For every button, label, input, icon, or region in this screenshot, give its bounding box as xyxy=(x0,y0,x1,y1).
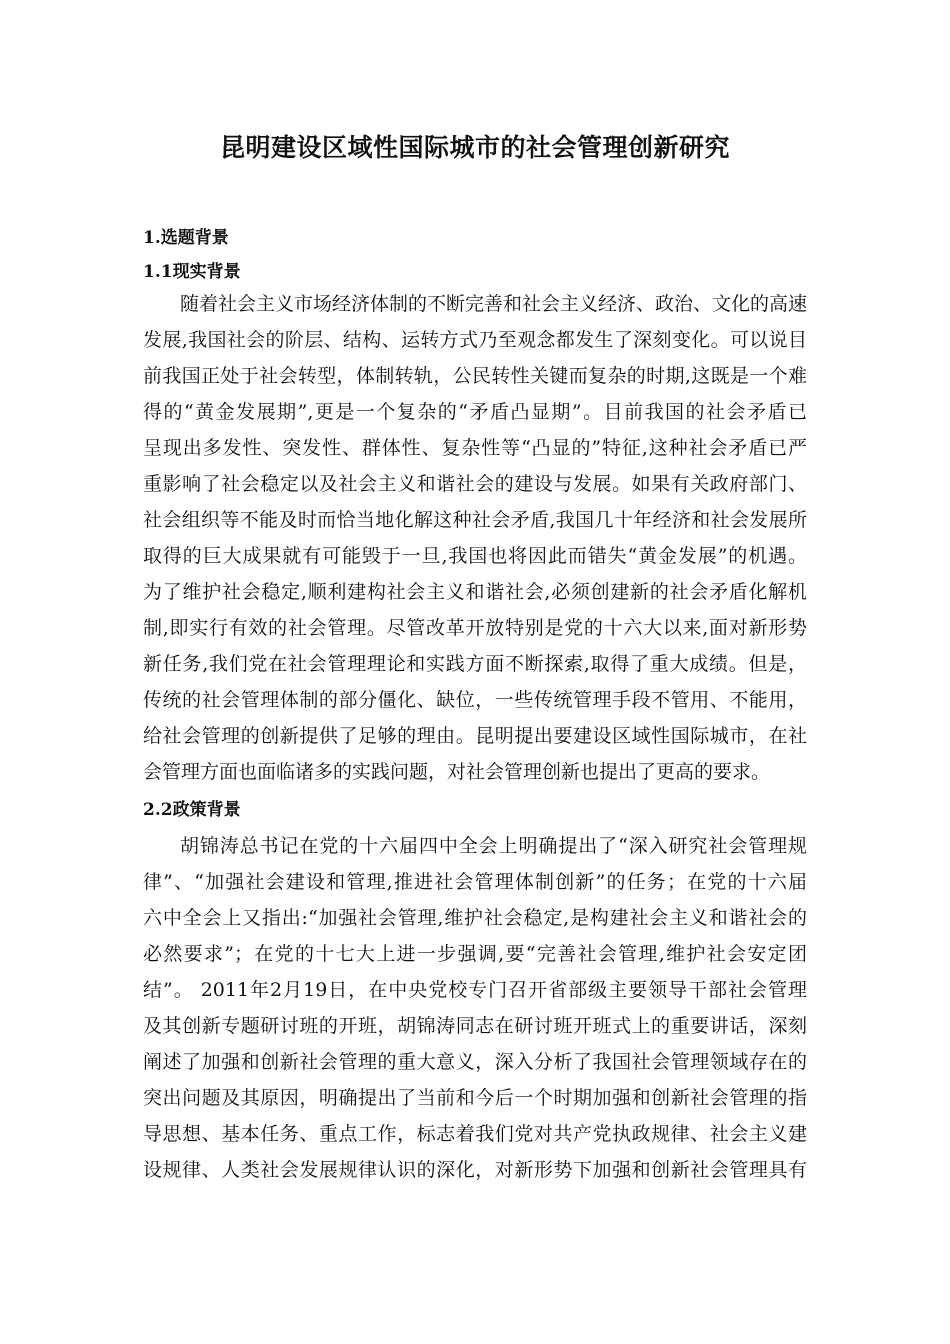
section-heading-1: 1.选题背景 xyxy=(143,228,229,248)
paragraph-line: 阐述了加强和创新社会管理的重大意义，深入分析了我国社会管理领域存在的 xyxy=(143,1051,807,1073)
paragraph-line: 呈现出多发性、突发性、群体性、复杂性等“凸显的”特征,这种社会矛盾已严 xyxy=(143,437,807,459)
subsection-heading-1-1: 1.1现实背景 xyxy=(143,262,241,282)
paragraph-line: 新任务,我们党在社会管理理论和实践方面不断探索,取得了重大成绩。但是， xyxy=(143,653,807,675)
paragraph-line: 会管理方面也面临诸多的实践问题，对社会管理创新也提出了更高的要求。 xyxy=(143,761,771,783)
paragraph-line: 制,即实行有效的社会管理。尽管改革开放特别是党的十六大以来,面对新形势 xyxy=(143,617,807,639)
document-title: 昆明建设区域性国际城市的社会管理创新研究 xyxy=(219,133,730,162)
paragraph-line: 重影响了社会稳定以及社会主义和谐社会的建设与发展。如果有关政府部门、 xyxy=(143,473,807,495)
paragraph-line: 为了维护社会稳定,顺利建构社会主义和谐社会,必须创建新的社会矛盾化解机 xyxy=(143,581,807,603)
paragraph-line: 传统的社会管理体制的部分僵化、缺位，一些传统管理手段不管用、不能用， xyxy=(143,689,807,711)
paragraph-line: 取得的巨大成果就有可能毁于一旦,我国也将因此而错失“黄金发展”的机遇。 xyxy=(143,545,807,567)
paragraph-line: 前我国正处于社会转型，体制转轨，公民转性关键而复杂的时期,这既是一个难 xyxy=(143,365,807,387)
paragraph-line: 必然要求”；在党的十七大上进一步强调,要“完善社会管理,维护社会安定团 xyxy=(143,943,807,965)
paragraph-line: 结”。 2011年2月19日，在中央党校专门召开省部级主要领导干部社会管理 xyxy=(143,979,807,1001)
paragraph-line: 设规律、人类社会发展规律认识的深化，对新形势下加强和创新社会管理具有 xyxy=(143,1159,807,1181)
paragraph-line: 六中全会上又指出:“加强社会管理,维护社会稳定,是构建社会主义和谐社会的 xyxy=(143,907,807,929)
paragraph-line: 给社会管理的创新提供了足够的理由。昆明提出要建设区域性国际城市，在社 xyxy=(143,725,807,747)
paragraph-line: 导思想、基本任务、重点工作，标志着我们党对共产党执政规律、社会主义建 xyxy=(143,1123,807,1145)
paragraph-line: 发展,我国社会的阶层、结构、运转方式乃至观念都发生了深刻变化。可以说目 xyxy=(143,329,807,351)
paragraph-line: 突出问题及其原因，明确提出了当前和今后一个时期加强和创新社会管理的指 xyxy=(143,1087,807,1109)
paragraph-line: 胡锦涛总书记在党的十六届四中全会上明确提出了“深入研究社会管理规 xyxy=(180,835,807,857)
paragraph-line: 及其创新专题研讨班的开班，胡锦涛同志在研讨班开班式上的重要讲话，深刻 xyxy=(143,1015,807,1037)
subsection-heading-2-2: 2.2政策背景 xyxy=(143,800,241,820)
paragraph-line: 律”、“加强社会建设和管理,推进社会管理体制创新”的任务；在党的十六届 xyxy=(143,871,807,893)
paragraph-line: 得的“黄金发展期”,更是一个复杂的“矛盾凸显期”。目前我国的社会矛盾已 xyxy=(143,401,807,423)
paragraph-line: 随着社会主义市场经济体制的不断完善和社会主义经济、政治、文化的高速 xyxy=(180,293,808,315)
paragraph-line: 社会组织等不能及时而恰当地化解这种社会矛盾,我国几十年经济和社会发展所 xyxy=(143,509,807,531)
